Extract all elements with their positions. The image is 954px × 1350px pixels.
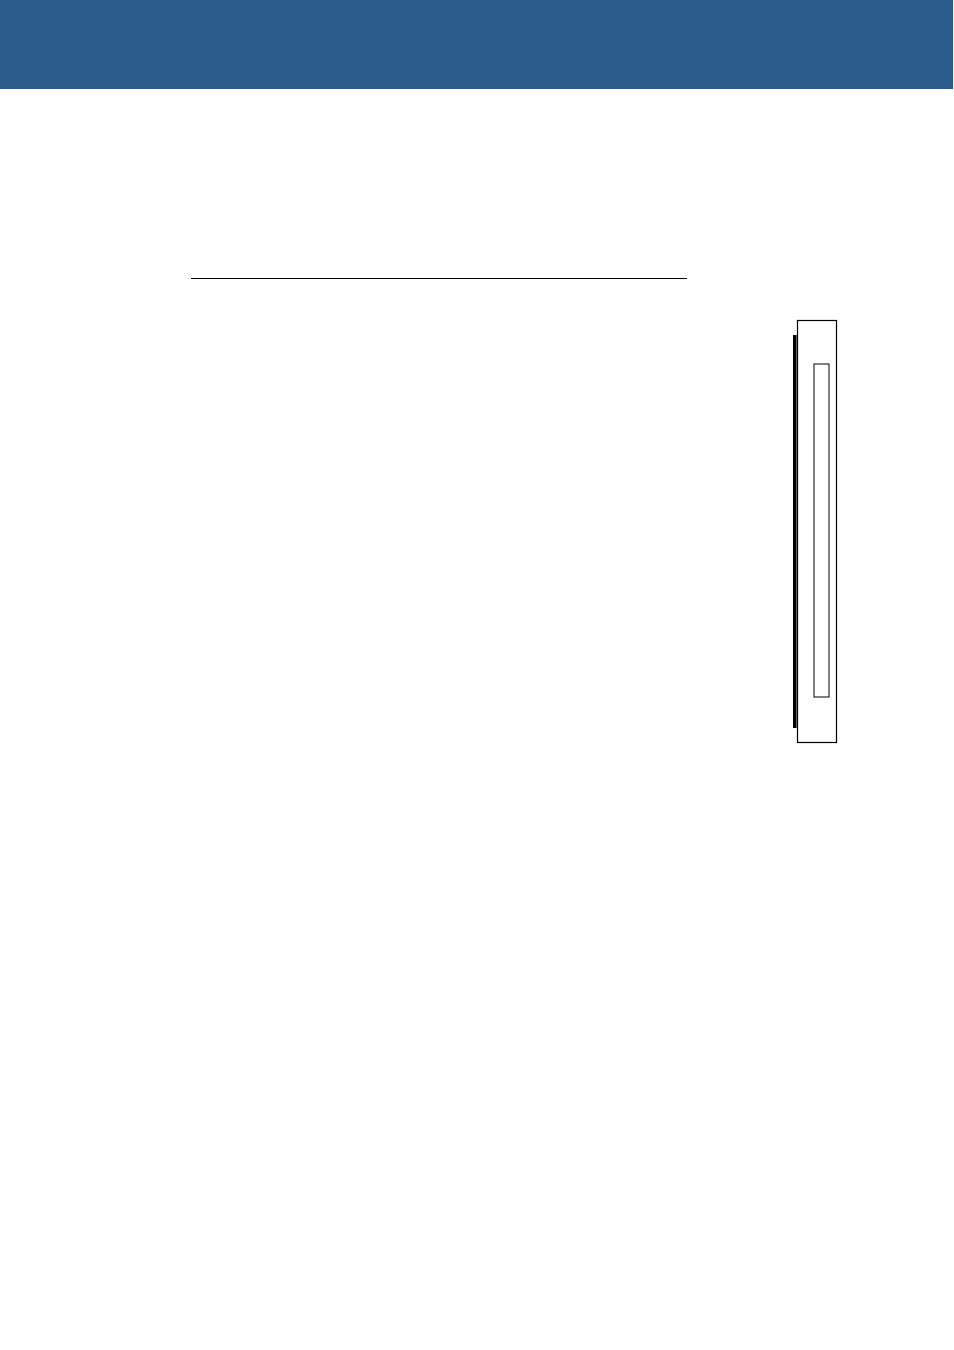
connector-pin-field [814,364,829,697]
connector-body [798,321,837,743]
connector-latch-bar [793,335,797,728]
header-band [0,0,953,89]
connector-diagram [790,318,890,748]
page-footer [86,1287,100,1302]
pinout-table [191,278,687,279]
